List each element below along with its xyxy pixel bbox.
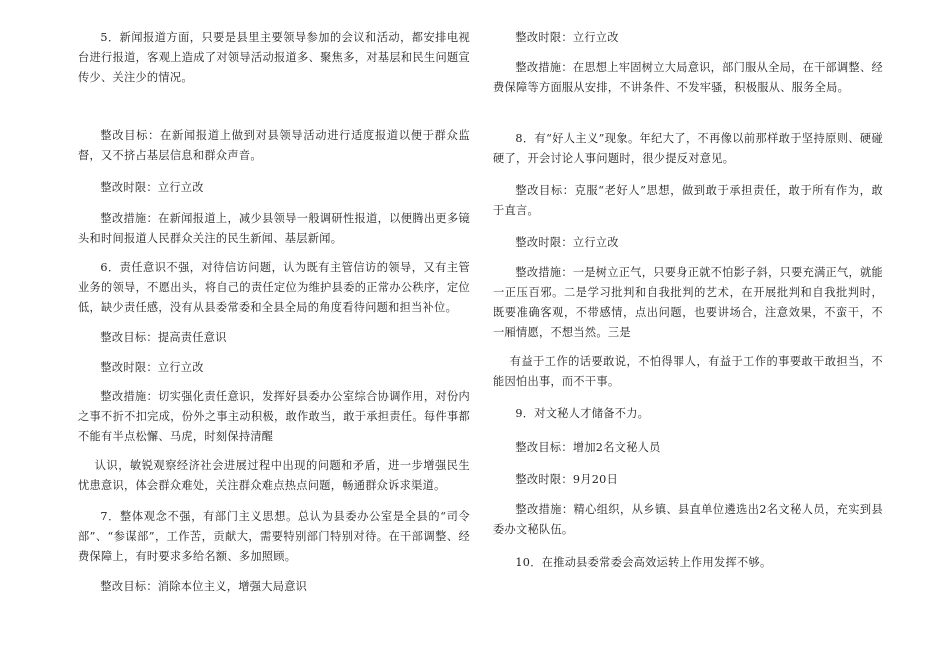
item-10-paragraph: 10．在推动县委常委会高效运转上作用发挥不够。 (515, 556, 772, 569)
item-9-target: 整改目标：增加2名文秘人员 (515, 441, 661, 454)
item-6-measures: 整改措施：切实强化责任意识，发挥好县委办公室综合协调作用，对份内之事不折不扣完成，份外之事主动积极，敢作敢当，敢于承担责任。每件事都不能有半点松懈、马虎，时刻保持清醒 (78, 390, 470, 443)
item-9-paragraph: 9．对文秘人才储备不力。 (515, 407, 650, 420)
item-9-measures: 整改措施：精心组织，从乡镇、县直单位遴选出2名文秘人员，充实到县委办文秘队伍。 (493, 503, 883, 536)
item-9-deadline: 整改时限：9月20日 (515, 473, 619, 486)
item-6-paragraph: 6．责任意识不强，对待信访问题，认为既有主管信访的领导，又有主管业务的领导，不愿出头，将自己的责任定位为维护县委的正常办公秩序，定位低，缺少责任感，没有从县委常委和全县全局的角度看待问题和担当补位。 (78, 261, 470, 314)
item-5-deadline: 整改时限：立行立改 (100, 181, 204, 194)
item-7-measures: 整改措施：在思想上牢固树立大局意识，部门服从全局，在干部调整、经费保障等方面服从安排，不讲条件、不发牢骚，积极服从、服务全局。 (493, 61, 883, 94)
item-8-measures-continued: 有益于工作的话要敢说，不怕得罪人，有益于工作的事要敢干敢担当，不能因怕出事，而不干事。 (493, 355, 883, 388)
item-8-deadline: 整改时限：立行立改 (515, 236, 619, 249)
item-7-paragraph: 7．整体观念不强，有部门主义思想。总认为县委办公室是全县的“司令部”、“参谋部”，工作苦，贡献大，需要特别部门特别对待。在干部调整、经费保障上，有时要求多给名额、多加照顾。 (78, 510, 470, 563)
item-8-paragraph: 8．有“好人主义”现象。年纪大了，不再像以前那样敢于坚持原则、硬碰硬了，开会讨论人事问题时，很少提反对意见。 (493, 132, 883, 165)
item-5-target: 整改目标：在新闻报道上做到对县领导活动进行适度报道以便于群众监督，又不挤占基层信息和群众声音。 (78, 129, 470, 162)
item-7-deadline: 整改时限：立行立改 (515, 31, 619, 44)
item-5-measures: 整改措施：在新闻报道上，减少县领导一般调研性报道，以便腾出更多镜头和时间报道人民群众关注的民生新闻、基层新闻。 (78, 212, 470, 245)
item-8-measures: 整改措施：一是树立正气，只要身正就不怕影子斜，只要充满正气，就能一正压百邪。二是学习批判和自我批判的艺术，在开展批判和自我批判时，既要准确客观，不带感情，点出问题，也要讲场合，注意效果，不蛮干，不一厢情愿，不想当然。三是 (493, 266, 883, 339)
item-6-target: 整改目标：提高责任意识 (100, 331, 227, 344)
item-6-measures-continued: 认识，敏锐观察经济社会进展过程中出现的问题和矛盾，进一步增强民生忧患意识，体会群众难处，关注群众难点热点问题，畅通群众诉求渠道。 (78, 459, 470, 492)
item-7-target: 整改目标：消除本位主义，增强大局意识 (100, 580, 308, 593)
item-5-paragraph: 5．新闻报道方面，只要是县里主要领导参加的会议和活动，都安排电视台进行报道，客观上造成了对领导活动报道多、聚焦多，对基层和民生问题宣传少、关注少的情况。 (78, 31, 470, 84)
item-8-target: 整改目标：克服“老好人”思想，做到敢于承担责任，敢于所有作为，敢于直言。 (493, 184, 883, 217)
item-6-deadline: 整改时限：立行立改 (100, 361, 204, 374)
